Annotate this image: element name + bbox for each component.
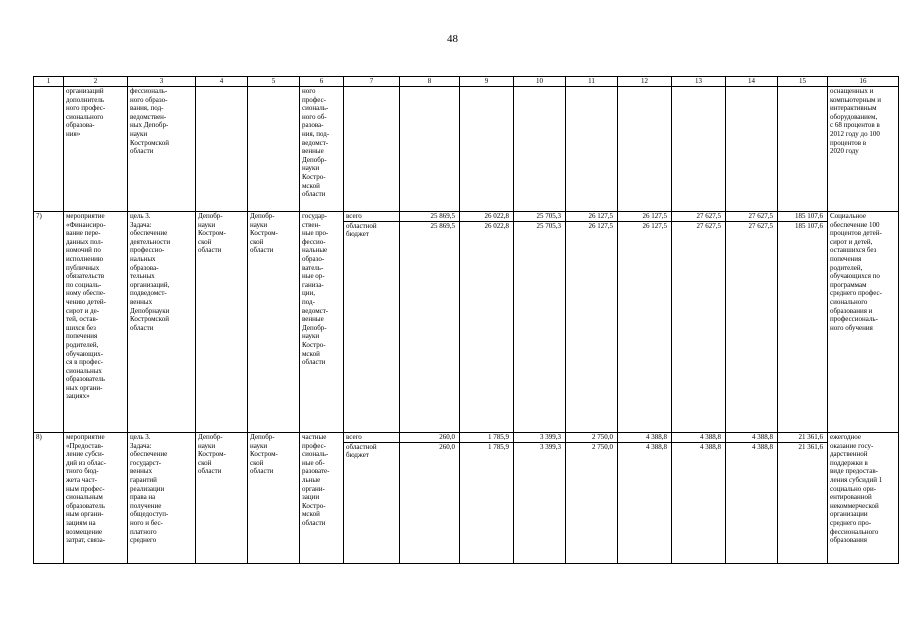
funding-source: областной бюджет [346,221,377,239]
column-number-header: 12 [618,77,672,87]
participants-cell: частные профес- сиональ- ные об- разовате- льные органи- зации Костро- мской области [300,433,344,564]
table-body [34,77,899,564]
funding-amount: 21 361,6 [778,433,828,443]
funding-amount: 26 022,8 [484,221,509,230]
funding-amount: 260,0 [400,433,460,443]
funding-amount: 1 785,9 [488,442,509,451]
event-name-cell: мероприятие «Финансиро- вание пере- данных пол- номочий по исполнению публичных обязательств по социаль- ному обеспе- чению детей- сирот и де- тей, остав- шихся без попечения родителей, обучающих- ся в профес- сиональных образователь ных органи- зациях» [64,212,128,433]
column-number-header: 11 [566,77,618,87]
column-number-header: 13 [672,77,726,87]
funding-amount: 1 785,9 [460,433,514,443]
funding-amount: 27 627,5 [748,221,773,230]
goal-task-cell: цель 3. Задача: обеспечение государст- венных гарантий реализации права на получение общедоступ- ного и бес- платного среднего [128,433,196,564]
goal-task-cell: фессиональ- ного образо- вания, под- ведомствен- ных Депобр- науки Костромской области [128,87,196,212]
funding-amount: 4 388,8 [672,433,726,443]
table-row [34,212,899,433]
funding-amount: 26 127,5 [588,221,613,230]
funding-amount: 4 388,8 [726,433,778,443]
row-number-cell [34,87,64,212]
funding-amount: 2 750,0 [566,433,618,443]
funding-amount: 25 869,5 [430,221,455,230]
participants-cell: государ- ствен- ные про- фессио- нальные образо- ватель- ные ор- ганиза- ции, под- ведомст- венные Депобр- науки Костро- мской области [300,212,344,433]
funding-amount: 26 127,5 [566,212,618,222]
funding-amount-cell [400,87,460,212]
participants-cell: ного профес- сиональ- ного об- разова- ния, под- ведомст- венные Депобр- науки Костро- мской области [300,87,344,212]
funding-amount-cell [726,212,778,433]
executor-cell: Депобр- науки Костром- ской области [248,212,300,433]
column-number-header: 1 [34,77,64,87]
executor-cell: Депобр- науки Костром- ской области [248,433,300,564]
funding-amount: 26 022,8 [460,212,514,222]
funding-amount: 2 750,0 [592,442,613,451]
table-row [34,433,899,564]
funding-source: областной бюджет [346,442,377,460]
funding-amount: 4 388,8 [752,442,773,451]
column-number-header: 7 [344,77,400,87]
funding-amount-cell [400,212,460,433]
funding-amount-cell [672,87,726,212]
column-number-header: 4 [196,77,248,87]
column-number-header: 9 [460,77,514,87]
coordinator-cell: Депобр- науки Костром- ской области [196,212,248,433]
page-number: 48 [447,33,458,45]
row-number-cell: 8) [34,433,64,564]
coordinator-cell [196,87,248,212]
funding-amount: 4 388,8 [700,442,721,451]
funding-amount: 4 388,8 [646,442,667,451]
column-number-header: 10 [514,77,566,87]
funding-amount: 25 869,5 [400,212,460,222]
funding-source-cell [344,433,400,564]
column-number-header: 5 [248,77,300,87]
funding-amount-cell [460,433,514,564]
event-name-cell: мероприятие «Предостав- ление субси- дий из облас- тного бюд- жета част- ным профес- сиональным образователь ным органи- зациям на возмещение затрат, связа- [64,433,128,564]
funding-amount: 3 399,3 [514,433,566,443]
funding-amount-cell [618,87,672,212]
funding-amount-cell [460,212,514,433]
funding-source: всего [344,212,400,222]
program-table [33,76,899,564]
column-number-header: 6 [300,77,344,87]
funding-amount-cell [618,212,672,433]
funding-amount: 3 399,3 [540,442,561,451]
funding-amount-cell [726,87,778,212]
column-number-header: 14 [726,77,778,87]
funding-amount: 25 705,3 [536,221,561,230]
funding-amount-cell [672,433,726,564]
funding-amount-cell [618,433,672,564]
funding-amount: 26 127,5 [642,221,667,230]
funding-amount: 27 627,5 [696,221,721,230]
funding-source-cell [344,212,400,433]
funding-amount-cell [778,212,828,433]
event-name-cell: организаций дополнитель ного профес- сионального образова- ния» [64,87,128,212]
expected-result-cell: ежегодное оказание госу- дарственной поддержки в виде предостав- ления субсидий 1 социально ори- ентированной некоммерческой организации среднего про- фессионального образования [828,433,899,564]
funding-amount: 27 627,5 [726,212,778,222]
funding-amount: 185 107,6 [795,221,823,230]
funding-amount: 26 127,5 [618,212,672,222]
funding-amount-cell [400,433,460,564]
funding-amount-cell [460,87,514,212]
funding-amount-cell [672,212,726,433]
column-number-header: 8 [400,77,460,87]
column-number-header: 15 [778,77,828,87]
funding-amount: 27 627,5 [672,212,726,222]
funding-amount-cell [566,212,618,433]
executor-cell [248,87,300,212]
funding-source: всего [344,433,400,443]
funding-amount-cell [514,433,566,564]
funding-amount-cell [566,87,618,212]
row-number-cell: 7) [34,212,64,433]
funding-amount-cell [514,87,566,212]
funding-amount: 260,0 [439,442,455,451]
funding-amount-cell [726,433,778,564]
header-row [34,77,899,87]
table-row [34,87,899,212]
column-number-header: 3 [128,77,196,87]
funding-amount: 4 388,8 [618,433,672,443]
expected-result-cell: Социальное обеспечение 100 процентов детей- сирот и детей, оставшихся без попечения родителей, обучающихся по программам среднего профес- сионального образования и профессиональ- ного обучения [828,212,899,433]
expected-result-cell: оснащенных и компьютерным и интерактивным оборудованием, с 68 процентов в 2012 году до 100 процентов в 2020 году [828,87,899,212]
column-number-header: 2 [64,77,128,87]
coordinator-cell: Депобр- науки Костром- ской области [196,433,248,564]
goal-task-cell: цель 3. Задача: обеспечение деятельности профессио- нальных образова- тельных организаций, подведомст- венных Депобрнауки Костромской области [128,212,196,433]
funding-amount-cell [778,433,828,564]
funding-amount-cell [778,87,828,212]
funding-amount: 21 361,6 [798,442,823,451]
funding-amount-cell [566,433,618,564]
funding-source-cell [344,87,400,212]
funding-amount: 25 705,3 [514,212,566,222]
column-number-header: 16 [828,77,899,87]
funding-amount: 185 107,6 [778,212,828,222]
funding-amount-cell [514,212,566,433]
